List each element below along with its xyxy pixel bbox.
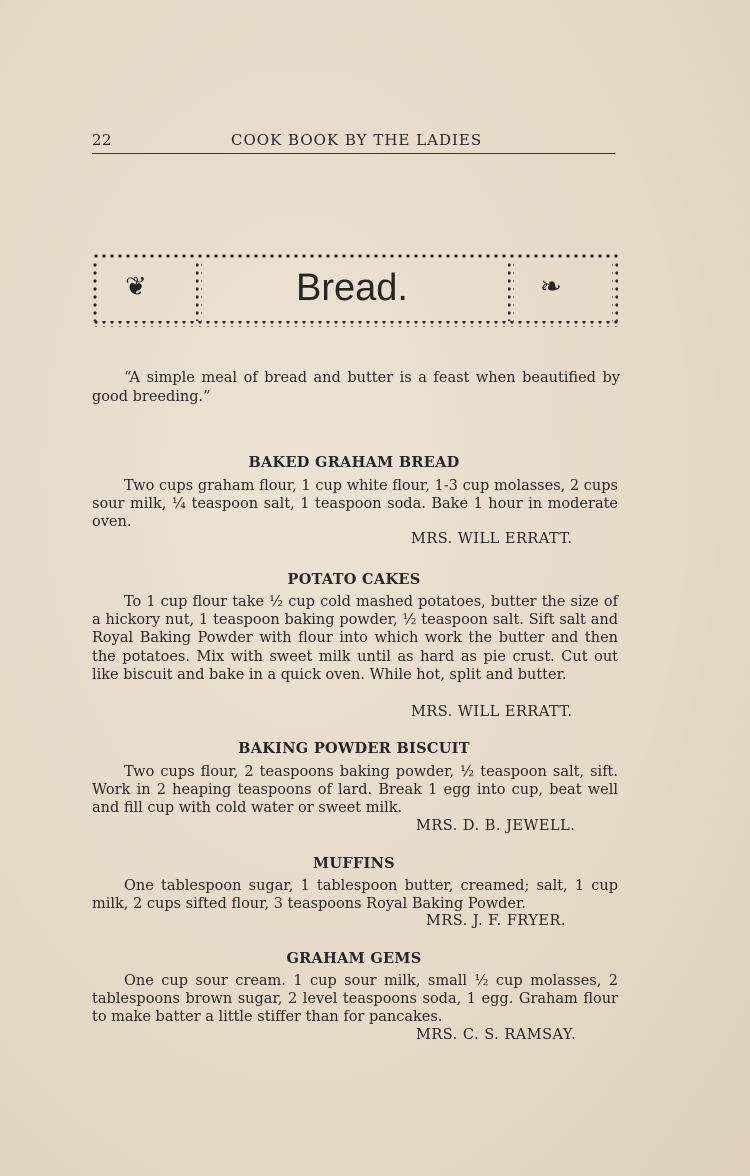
recipe-title: BAKED GRAHAM BREAD <box>248 454 460 471</box>
recipe-author: MRS. J. F. FRYER. <box>426 913 567 929</box>
recipe-title: MUFFINS <box>313 855 395 872</box>
recipe-author: MRS. WILL ERRATT. <box>411 531 573 547</box>
recipe-title: GRAHAM GEMS <box>286 950 422 967</box>
section-title: Bread. <box>296 267 408 309</box>
recipe-body: Two cups graham flour, 1 cup white flour, 1-3 cup molasses, 2 cups sour milk, ¼ teaspoon salt, 1 teaspoon soda. Bake 1 hour in moderate oven. <box>92 478 618 531</box>
floral-ornament-icon: ❧ <box>540 272 562 302</box>
recipe-body: One cup sour cream. 1 cup sour milk, small ½ cup molasses, 2 tablespoons brown sugar, 2 level teaspoons soda, 1 egg. Graham flour to make batter a little stiffer than for pancakes. <box>92 973 618 1026</box>
recipe-body: One tablespoon sugar, 1 tablespoon butter, creamed; salt, 1 cup milk, 2 cups sifted flour, 3 teaspoons Royal Baking Powder. <box>92 878 618 913</box>
recipe-author: MRS. C. S. RAMSAY. <box>416 1027 577 1043</box>
floral-ornament-icon: ❦ <box>125 272 147 302</box>
recipe-body: To 1 cup flour take ½ cup cold mashed potatoes, butter the size of a hickory nut, 1 teaspoon baking powder, ½ teaspoon salt. Sift salt and Royal Baking Powder with flour into which work the butter and then the potatoes. Mix with sweet milk until as hard as pie crust. Cut out like biscuit and bake in a quick oven. While hot, split and butter. <box>92 594 618 683</box>
recipe-author: MRS. WILL ERRATT. <box>411 704 573 720</box>
section-banner <box>92 253 618 327</box>
running-title: COOK BOOK BY THE LADIES <box>231 131 483 149</box>
recipe-title: POTATO CAKES <box>287 571 421 588</box>
page-number: 22 <box>92 131 113 149</box>
epigraph-quote: “A simple meal of bread and butter is a feast when beautified by good breeding.” <box>92 370 620 405</box>
header-rule <box>92 153 615 154</box>
recipe-title: BAKING POWDER BISCUIT <box>238 740 470 757</box>
recipe-body: Two cups flour, 2 teaspoons baking powder, ½ teaspoon salt, sift. Work in 2 heaping teaspoons of lard. Break 1 egg into cup, beat well and fill cup with cold water or sweet milk. <box>92 764 618 817</box>
recipe-author: MRS. D. B. JEWELL. <box>416 818 576 834</box>
